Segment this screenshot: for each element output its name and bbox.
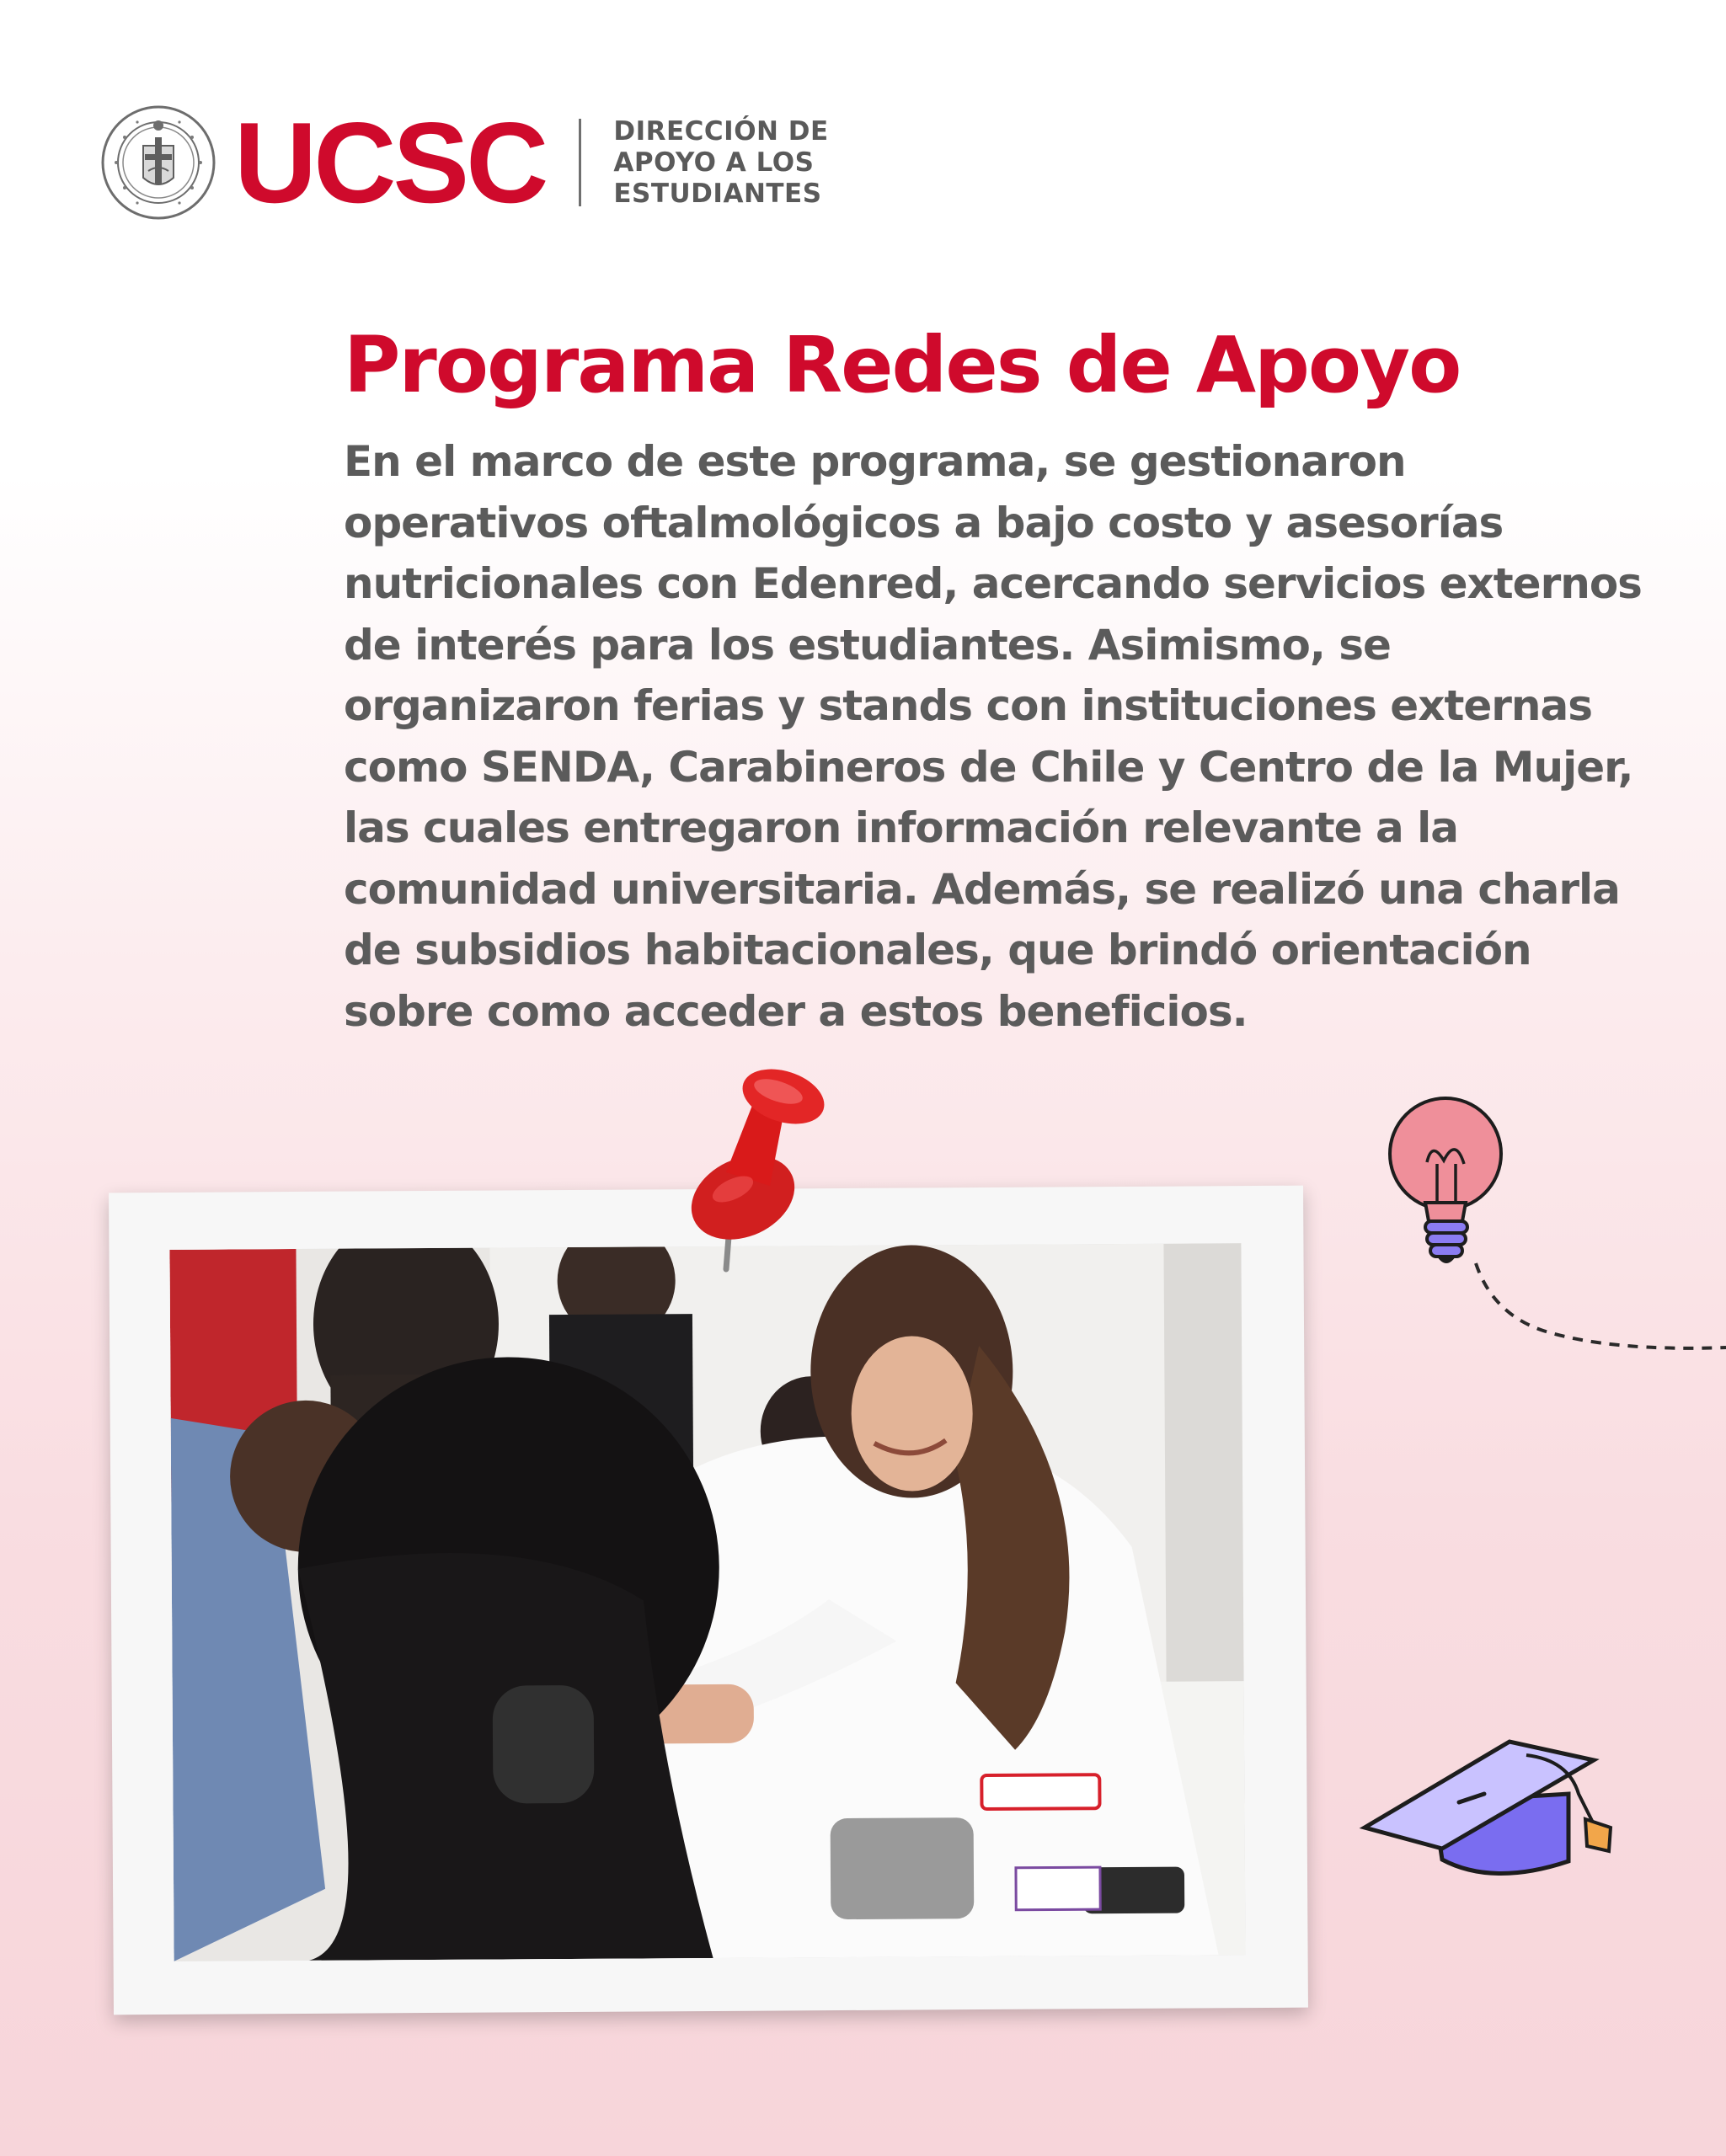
university-seal-icon: [99, 104, 217, 221]
department-line-3: ESTUDIANTES: [613, 178, 822, 209]
graduation-cap-icon: [1358, 1701, 1636, 1895]
department-line-2: APOYO A LOS: [613, 147, 815, 178]
push-pin-icon: [684, 1063, 827, 1273]
header: [99, 99, 829, 226]
light-bulb-icon: [1375, 1095, 1726, 1398]
department-line-1: DIRECCIÓN DE: [613, 115, 829, 147]
header-divider: [579, 119, 581, 206]
brand-logo-text: UCSC: [234, 99, 546, 227]
department-name: [613, 116, 828, 210]
health-screening-photo: [169, 1243, 1245, 1961]
page-title: Programa Redes de Apoyo: [344, 320, 1461, 410]
event-photo: [169, 1243, 1245, 1961]
program-description: En el marco de este programa, se gestionaron operativos oftalmológicos a bajo costo y asesorías nutricionales con Edenred, acercando servicios externos de interés para los estudiantes. Asimismo, se organizaron ferias y stands con instituciones externas como SENDA, Carabineros de Chile y Centro de la Mujer, las cuales entregaron información relevante a la comunidad universitaria. Además, se realizó una charla de subsidios habitacionales, que brindó orientación sobre como acceder a estos beneficios.: [344, 437, 1642, 1036]
photo-frame: [109, 1186, 1308, 2015]
